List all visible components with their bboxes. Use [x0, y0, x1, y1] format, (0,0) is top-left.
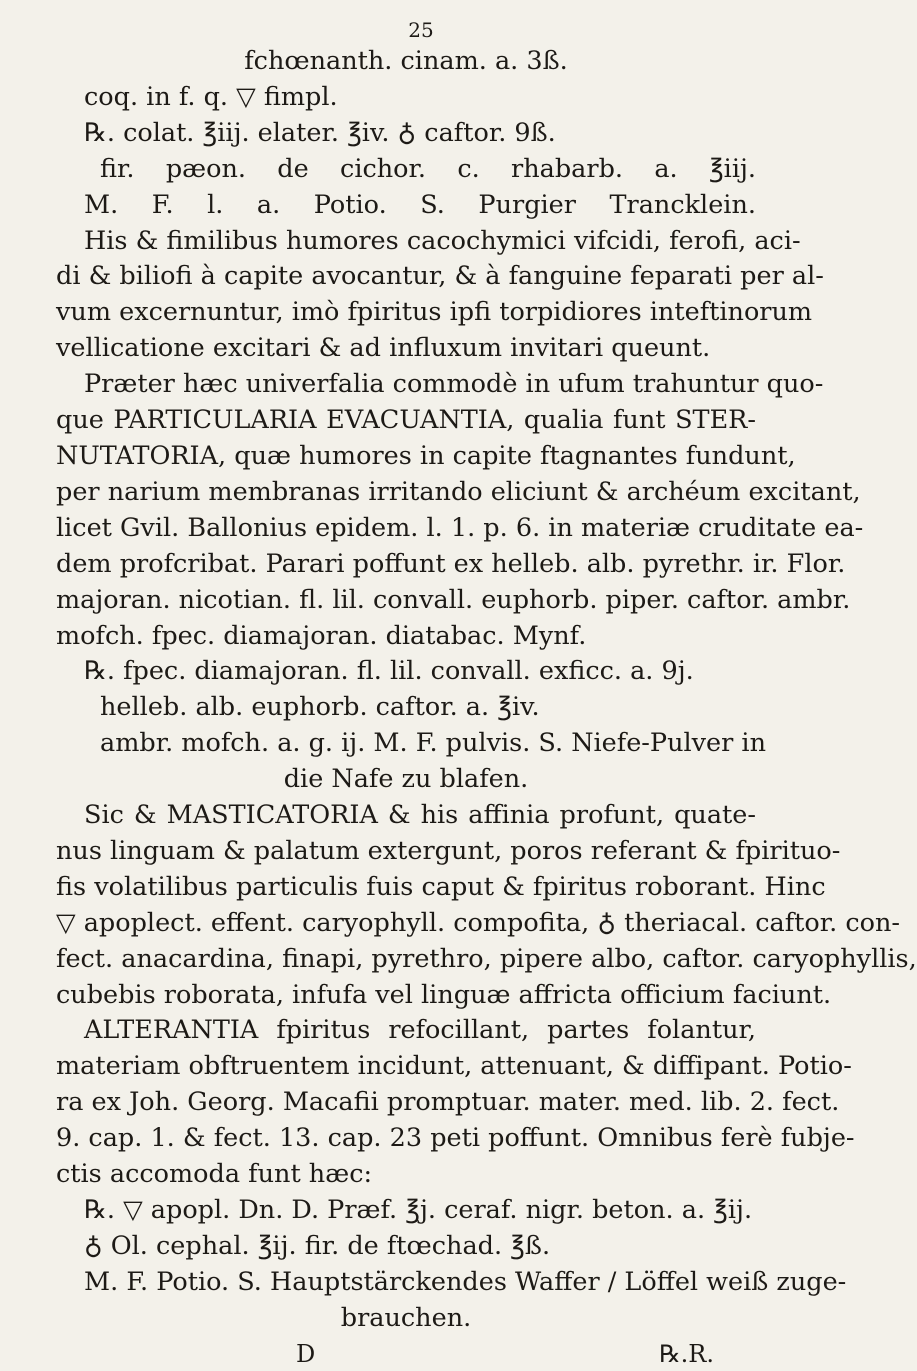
text-line: ℞. fpec. diamajoran. fl. lil. convall. exficc. a. 9j.: [84, 656, 694, 687]
text-line: materiam obftruentem incidunt, attenuant, & diffipant. Potio-: [56, 1051, 852, 1082]
signature-mark: D: [296, 1339, 316, 1368]
text-line: coq. in f. q. ▽ fimpl.: [84, 81, 338, 112]
text-line: que PARTICULARIA EVACUANTIA, qualia funt STER-: [56, 405, 756, 436]
text-line: 9. cap. 1. & fect. 13. cap. 23 peti poffunt. Omnibus ferè fubje-: [56, 1123, 855, 1154]
text-line: fir. pæon. de cichor. c. rhabarb. a. ℥iij.: [100, 153, 756, 184]
text-line: ra ex Joh. Georg. Macafii promptuar. mater. med. lib. 2. fect.: [56, 1087, 840, 1118]
text-line: ctis accomoda funt hæc:: [56, 1159, 373, 1190]
page-footer: [56, 1337, 756, 1371]
text-line: Præter hæc univerfalia commodè in ufum trahuntur quo-: [84, 369, 824, 400]
text-line: fis volatilibus particulis fuis caput & fpiritus roborant. Hinc: [56, 871, 826, 902]
catchword: ℞.R.: [659, 1339, 714, 1368]
text-line: ▽ apoplect. effent. caryophyll. compofita, ♁ theriacal. caftor. con-: [56, 907, 901, 938]
text-block: [56, 44, 917, 1337]
text-line: vum excernuntur, imò fpiritus ipfi torpidiores inteftinorum: [56, 297, 813, 328]
page-number: 25: [408, 18, 434, 42]
text-line: di & biliofi à capite avocantur, & à fanguine feparati per al-: [56, 261, 824, 292]
text-line: ambr. mofch. a. g. ij. M. F. pulvis. S. Niefe-Pulver in: [100, 728, 767, 759]
text-line: licet Gvil. Ballonius epidem. l. 1. p. 6. in materiæ cruditate ea-: [56, 512, 864, 543]
text-line: ℞. ▽ apopl. Dn. D. Præf. ℥j. ceraf. nigr. beton. a. ℥ij.: [84, 1195, 753, 1225]
text-line: NUTATORIA, quæ humores in capite ftagnantes fundunt,: [56, 440, 796, 471]
text-line: per narium membranas irritando eliciunt & archéum excitant,: [56, 476, 861, 507]
text-line: vellicatione excitari & ad influxum invitari queunt.: [56, 333, 711, 364]
text-line: helleb. alb. euphorb. caftor. a. ℥iv.: [100, 692, 540, 723]
text-line: fchœnanth. cinam. a. 3ß.: [244, 46, 568, 76]
text-line: fect. anacardina, finapi, pyrethro, pipere albo, caftor. caryophyllis,: [56, 943, 917, 974]
text-line: dem profcribat. Parari poffunt ex helleb. alb. pyrethr. ir. Flor.: [56, 548, 846, 579]
text-line: His & fimilibus humores cacochymici vifcidi, ferofi, aci-: [84, 225, 801, 256]
text-line: ℞. colat. ℥iij. elater. ℥iv. ♁ caftor. 9ß.: [84, 117, 556, 148]
text-line: cubebis roborata, infufa vel linguæ affricta officium faciunt.: [56, 979, 832, 1010]
text-line: majoran. nicotian. fl. lil. convall. euphorb. piper. caftor. ambr.: [56, 584, 851, 615]
text-line: mofch. fpec. diamajoran. diatabac. Mynf.: [56, 620, 587, 651]
text-line: M. F. l. a. Potio. S. Purgier Trancklein.: [84, 189, 756, 220]
text-line: brauchen.: [340, 1302, 472, 1333]
text-line: ♁ Ol. cephal. ℥ij. fir. de ftœchad. ℥ß.: [84, 1230, 551, 1261]
text-line: nus linguam & palatum extergunt, poros referant & fpirituo-: [56, 835, 841, 866]
text-line: Sic & MASTICATORIA & his affinia profunt, quate-: [84, 800, 756, 831]
text-line: M. F. Potio. S. Hauptstärckendes Waffer / Löffel weiß zuge-: [84, 1266, 847, 1297]
text-line: die Nafe zu blafen.: [283, 764, 529, 795]
text-line: ALTERANTIA fpiritus refocillant, partes folantur,: [84, 1015, 756, 1046]
